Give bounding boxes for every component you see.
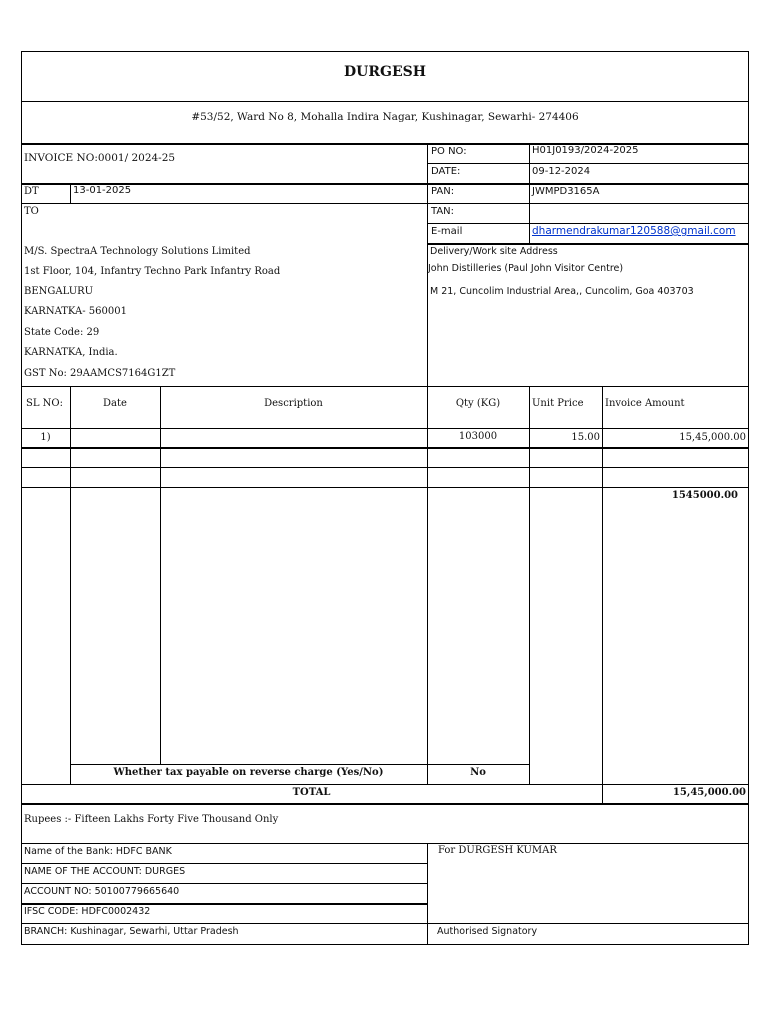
rule xyxy=(21,883,428,884)
rule xyxy=(21,386,748,387)
company-name: DURGESH xyxy=(344,64,426,80)
rule xyxy=(21,447,748,449)
col-header-date: Date xyxy=(103,398,127,409)
row-amount: 15,45,000.00 xyxy=(679,432,746,443)
total-label: TOTAL xyxy=(292,787,331,798)
invoice-number: INVOICE NO:0001/ 2024-25 xyxy=(24,152,176,164)
rule xyxy=(21,143,748,145)
bank-account-number: ACCOUNT NO: 50100779665640 xyxy=(24,886,180,897)
date-value: 09-12-2024 xyxy=(532,166,591,177)
rule xyxy=(21,923,748,924)
buyer-city: BENGALURU xyxy=(24,286,94,297)
authorised-signatory: Authorised Signatory xyxy=(437,926,538,937)
signature-for-label: For DURGESH KUMAR xyxy=(438,845,557,856)
buyer-country: KARNATKA, India. xyxy=(24,347,118,358)
rule xyxy=(21,428,748,429)
po-label: PO NO: xyxy=(431,146,467,157)
rule xyxy=(160,386,161,764)
company-address: #53/52, Ward No 8, Mohalla Indira Nagar, Kushinagar, Sewarhi- 274406 xyxy=(191,111,579,123)
col-header-unit-price: Unit Price xyxy=(532,398,584,409)
row-unit-price: 15.00 xyxy=(571,432,600,443)
reverse-charge-label: Whether tax payable on reverse charge (Yes/No) xyxy=(113,767,384,778)
rule xyxy=(602,386,603,804)
rule xyxy=(428,223,748,224)
rule xyxy=(21,863,428,864)
bank-branch: BRANCH: Kushinagar, Sewarhi, Uttar Pradesh xyxy=(24,926,239,937)
rule xyxy=(427,843,428,944)
rule xyxy=(70,183,71,203)
buyer-gst: GST No: 29AAMCS7164G1ZT xyxy=(24,368,176,379)
delivery-line1: John Distilleries (Paul John Visitor Centre) xyxy=(428,263,624,274)
col-header-invoice-amount: Invoice Amount xyxy=(605,398,685,409)
rule xyxy=(21,101,748,102)
rule xyxy=(21,467,748,468)
rule xyxy=(21,203,748,204)
buyer-state-pin: KARNATKA- 560001 xyxy=(24,306,127,317)
bank-ifsc: IFSC CODE: HDFC0002432 xyxy=(24,906,151,917)
subtotal-amount: 1545000.00 xyxy=(671,490,738,501)
dt-value: 13-01-2025 xyxy=(73,185,132,196)
tan-label: TAN: xyxy=(431,206,455,217)
po-value: H01J0193/2024-2025 xyxy=(532,145,639,156)
pan-label: PAN: xyxy=(431,186,455,197)
buyer-address-line: 1st Floor, 104, Infantry Techno Park Infantry Road xyxy=(24,266,281,277)
rule xyxy=(427,386,428,784)
buyer-state-code: State Code: 29 xyxy=(24,327,100,338)
rule xyxy=(21,803,748,805)
delivery-line2: M 21, Cuncolim Industrial Area,, Cuncolim, Goa 403703 xyxy=(430,286,694,297)
rule xyxy=(21,784,748,785)
row-sl: 1) xyxy=(40,432,51,443)
col-header-sl: SL NO: xyxy=(26,398,63,409)
amount-in-words: Rupees :- Fifteen Lakhs Forty Five Thousand Only xyxy=(24,814,279,825)
rule xyxy=(70,386,71,784)
rule xyxy=(21,903,428,905)
reverse-charge-value: No xyxy=(470,767,486,778)
date-label: DATE: xyxy=(431,166,461,177)
rule xyxy=(529,386,530,784)
dt-label: DT xyxy=(24,186,39,197)
row-qty: 103000 xyxy=(458,431,498,442)
rule xyxy=(21,843,748,844)
bank-account-name: NAME OF THE ACCOUNT: DURGES xyxy=(24,866,186,877)
col-header-qty: Qty (KG) xyxy=(455,398,501,409)
rule xyxy=(70,764,530,765)
rule xyxy=(428,163,748,164)
delivery-label: Delivery/Work site Address xyxy=(430,246,558,257)
rule xyxy=(21,487,748,488)
rule xyxy=(428,243,748,245)
col-header-description: Description xyxy=(264,398,323,409)
buyer-name: M/S. SpectraA Technology Solutions Limited xyxy=(24,246,251,257)
email-link[interactable]: dharmendrakumar120588@gmail.com xyxy=(532,225,736,237)
total-amount: 15,45,000.00 xyxy=(672,787,746,798)
to-label: TO xyxy=(24,206,39,217)
pan-value: JWMPD3165A xyxy=(532,186,600,197)
bank-name: Name of the Bank: HDFC BANK xyxy=(24,846,172,857)
email-label: E-mail xyxy=(431,226,463,237)
rule xyxy=(529,143,530,244)
